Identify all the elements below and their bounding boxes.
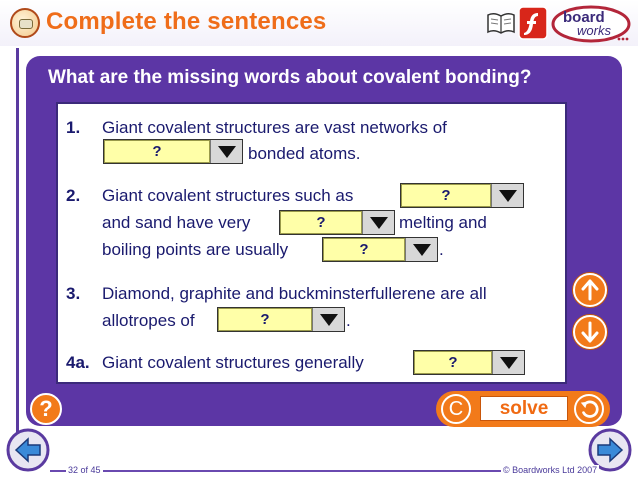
dropdown-value: ? bbox=[104, 140, 210, 163]
sentence-text: . bbox=[439, 240, 444, 259]
svg-text:board: board bbox=[563, 9, 605, 26]
dropdown-button[interactable] bbox=[362, 211, 394, 234]
dropdown-3[interactable] bbox=[279, 210, 395, 235]
triangle-down-icon bbox=[412, 243, 432, 257]
dropdown-2[interactable] bbox=[400, 183, 524, 208]
sentence-text: allotropes of bbox=[102, 311, 195, 330]
sentence-text: . bbox=[346, 311, 351, 330]
sentence-text: Diamond, graphite and buckminsterfullerene are all bbox=[102, 284, 487, 303]
dropdown-1[interactable] bbox=[103, 139, 243, 164]
dropdown-button[interactable] bbox=[491, 184, 523, 207]
dropdown-value: ? bbox=[280, 211, 362, 234]
dropdown-4[interactable] bbox=[322, 237, 438, 262]
help-button[interactable]: ? bbox=[30, 393, 62, 425]
sentence-text: Giant covalent structures are vast networks of bbox=[102, 118, 447, 137]
sentence-text: melting and bbox=[399, 213, 487, 232]
arrow-down-icon bbox=[581, 321, 599, 343]
sentence-text: and sand have very bbox=[102, 213, 251, 232]
flash-icon[interactable] bbox=[518, 6, 548, 40]
book-icon[interactable] bbox=[486, 12, 516, 34]
triangle-down-icon bbox=[369, 216, 389, 230]
scroll-down-button[interactable] bbox=[573, 315, 607, 349]
dropdown-button[interactable] bbox=[492, 351, 524, 374]
dropdown-6[interactable] bbox=[413, 350, 525, 375]
dropdown-button[interactable] bbox=[405, 238, 437, 261]
triangle-down-icon bbox=[217, 145, 237, 159]
activity-icon bbox=[10, 8, 40, 38]
dropdown-value: ? bbox=[401, 184, 491, 207]
solve-button[interactable]: solve bbox=[480, 396, 568, 421]
clear-button[interactable]: C bbox=[441, 394, 471, 424]
frame-line bbox=[16, 48, 19, 468]
sentence-text: Giant covalent structures generally bbox=[102, 353, 364, 372]
dropdown-value: ? bbox=[218, 308, 312, 331]
item-number: 2. bbox=[66, 186, 81, 205]
reset-button[interactable] bbox=[574, 394, 604, 424]
previous-slide-button[interactable] bbox=[6, 428, 50, 472]
item-number: 4a. bbox=[66, 353, 90, 372]
dropdown-button[interactable] bbox=[210, 140, 242, 163]
reset-icon bbox=[579, 399, 599, 419]
page-counter: 32 of 45 bbox=[68, 465, 101, 475]
boardworks-logo bbox=[550, 4, 632, 44]
dropdown-value: ? bbox=[323, 238, 405, 261]
dropdown-value: ? bbox=[414, 351, 492, 374]
sentence-text: bonded atoms. bbox=[248, 144, 361, 163]
scroll-up-button[interactable] bbox=[573, 273, 607, 307]
dropdown-5[interactable] bbox=[217, 307, 345, 332]
sentence-text: Giant covalent structures such as bbox=[102, 186, 354, 205]
item-number: 3. bbox=[66, 284, 81, 303]
copyright-text: © Boardworks Ltd 2007 bbox=[503, 465, 598, 475]
arrow-up-icon bbox=[581, 279, 599, 301]
triangle-down-icon bbox=[499, 356, 519, 370]
svg-text:works: works bbox=[577, 23, 611, 38]
triangle-down-icon bbox=[319, 313, 339, 327]
item-number: 1. bbox=[66, 118, 81, 137]
question-heading: What are the missing words about covalent bonding? bbox=[48, 67, 532, 88]
triangle-down-icon bbox=[498, 189, 518, 203]
page-title: Complete the sentences bbox=[46, 8, 327, 35]
sentence-text: boiling points are usually bbox=[102, 240, 289, 259]
dropdown-button[interactable] bbox=[312, 308, 344, 331]
